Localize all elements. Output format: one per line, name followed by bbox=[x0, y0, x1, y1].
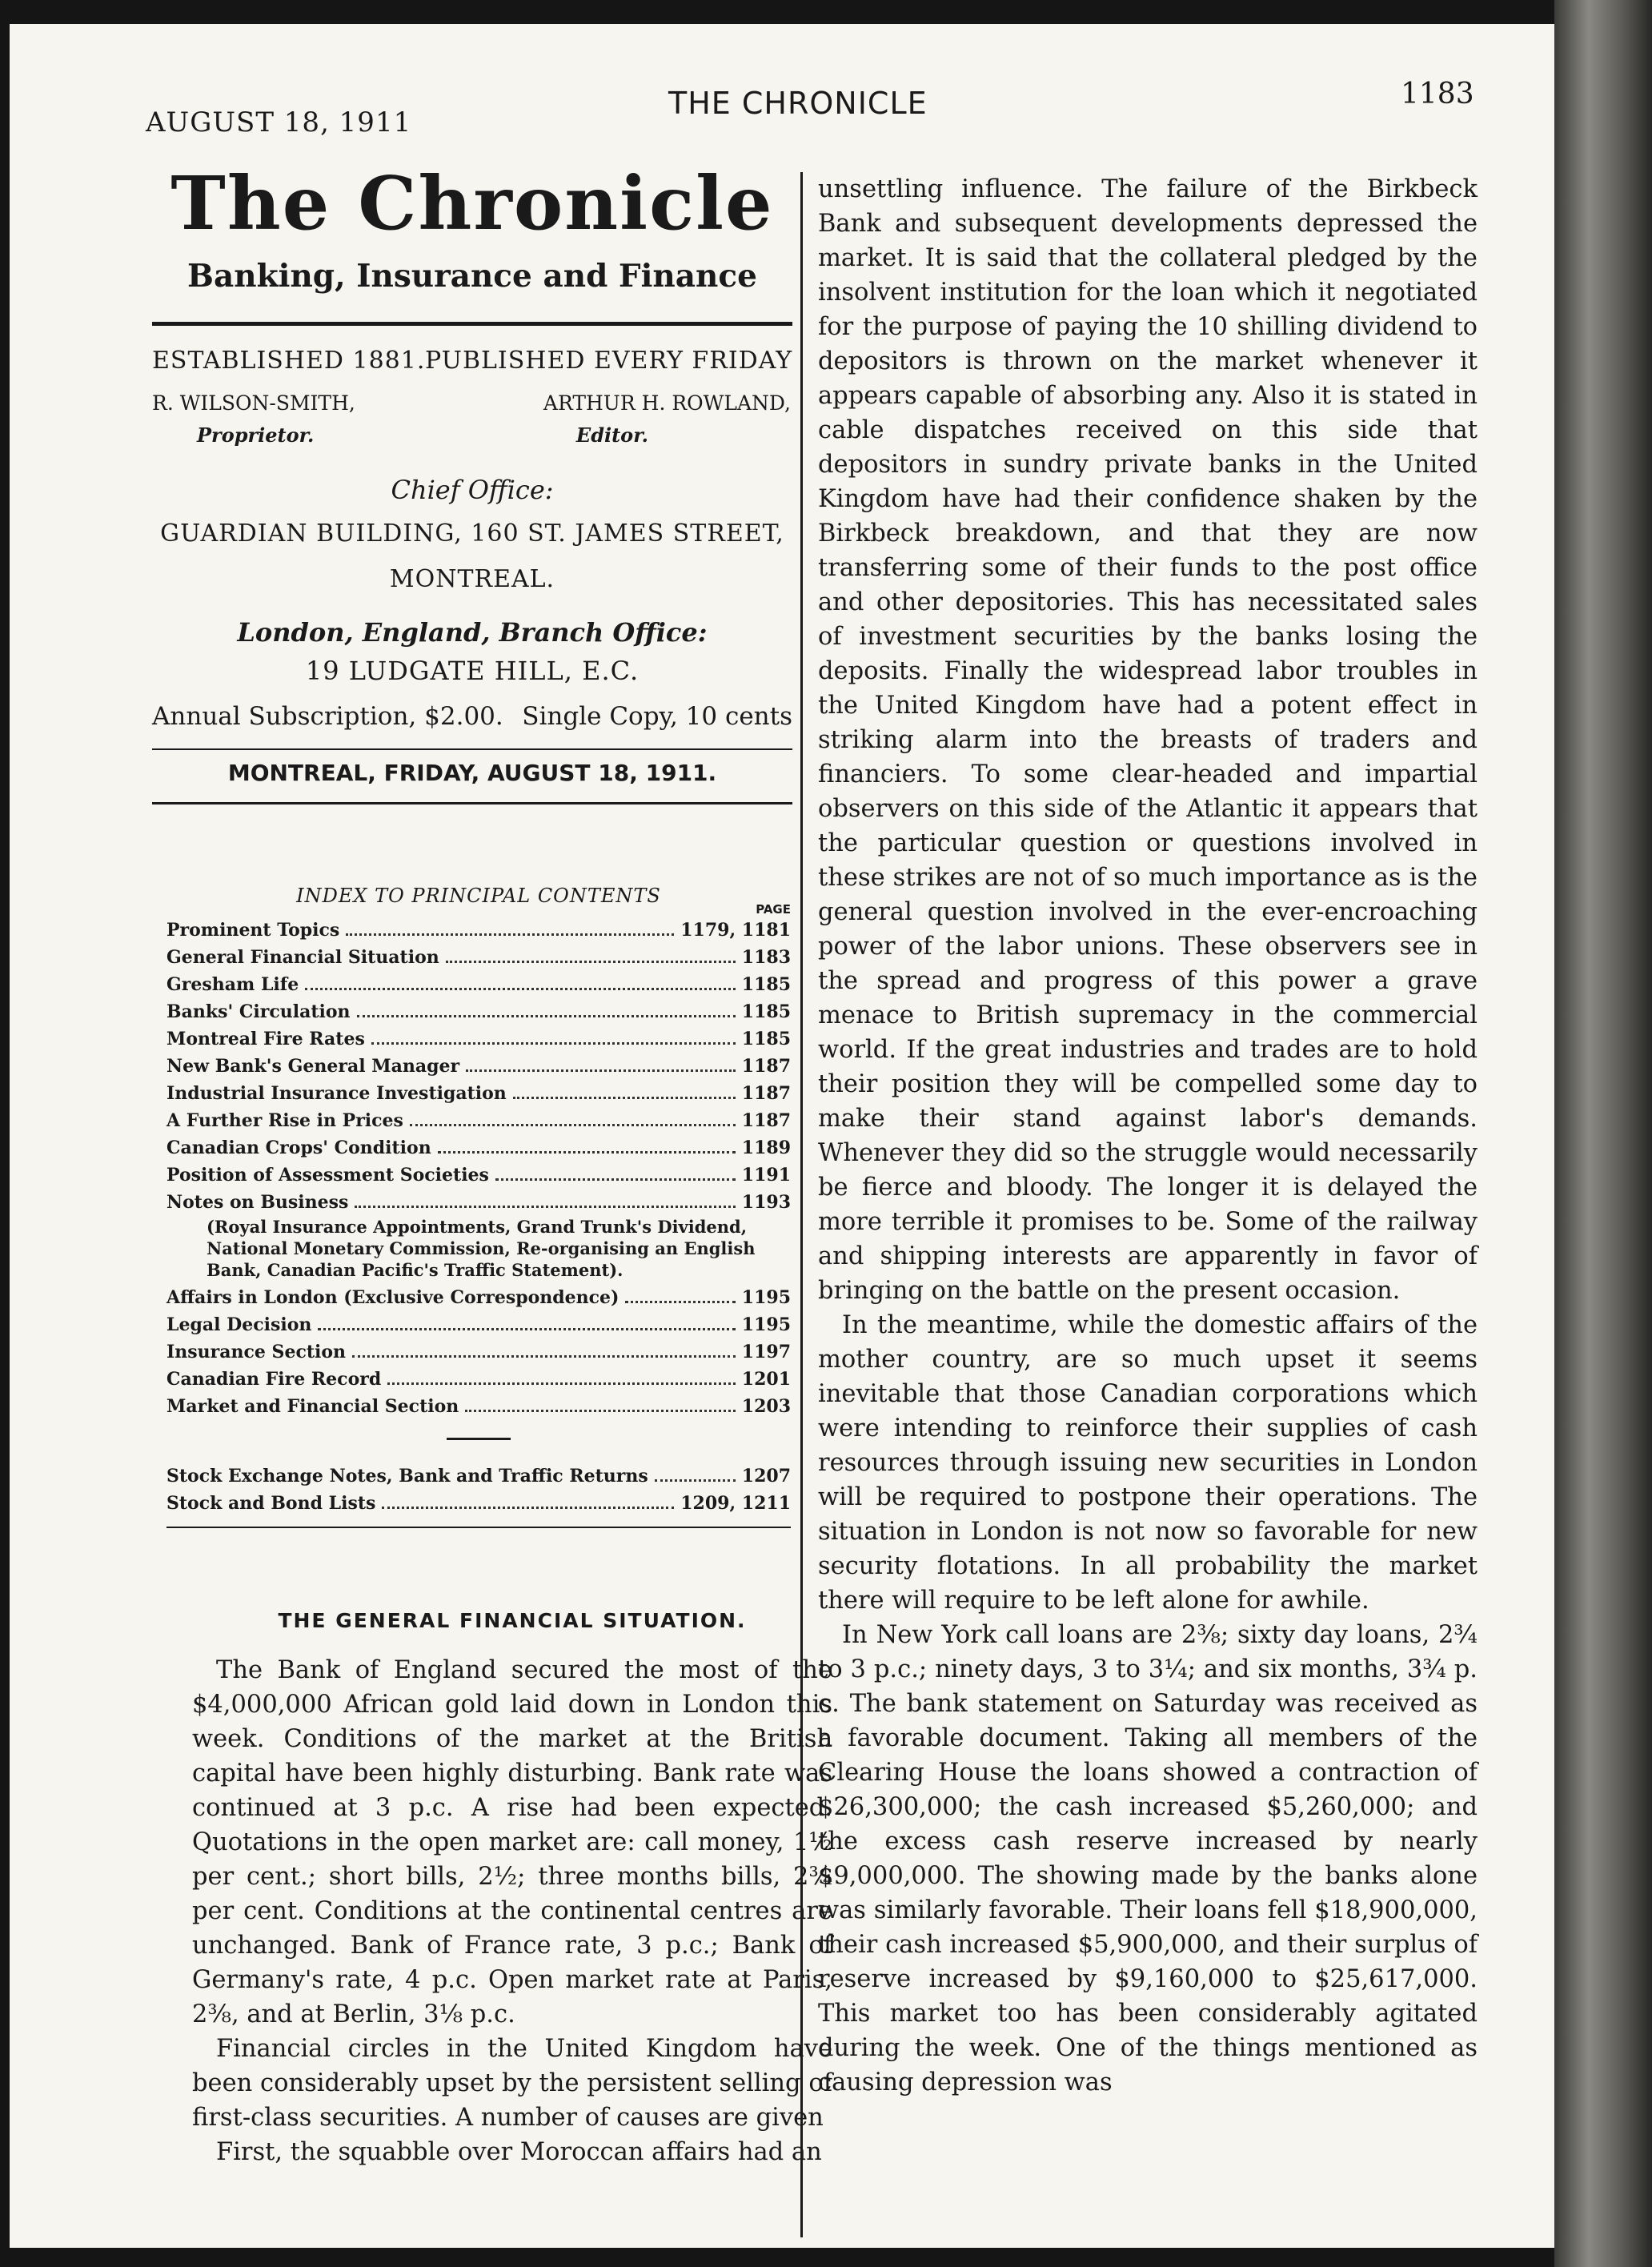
article-body-left bbox=[192, 1653, 832, 2169]
established-text: ESTABLISHED 1881. bbox=[152, 347, 426, 375]
article-body-right bbox=[818, 172, 1478, 2100]
branch-office-label: London, England, Branch Office: bbox=[237, 617, 708, 648]
publication-info-row bbox=[152, 347, 792, 391]
index-item: Canadian Fire Record 1201 bbox=[166, 1369, 791, 1390]
index-item: Position of Assessment Societies 1191 bbox=[166, 1165, 791, 1186]
article-paragraph: unsettling influence. The failure of the Birkbeck Bank and subsequent developments depressed the market. It is said that the collateral pledged by the insolvent institution for the loan which it negotiated for the purpose of paying the 10 shilling dividend to depositors is thrown on the market whenever it appears capable of absorbing any. Also it is stated in cable dispatches received on this side that depositors in sundry private banks in the United Kingdom have had their confidence shaken by the Birkbeck breakdown, and that they are now transferring some of their funds to the post office and other depositories. This has necessitated sales of investment securities by the banks losing the deposits. Finally the widespread labor troubles in the United Kingdom have had a potent effect in striking alarm into the breasts of traders and financiers. To some clear-headed and impartial observers on this side of the Atlantic it appears that the particular question or questions involved in these strikes are not of so much importance as is the general question involved in the ever-encroaching power of the labor unions. These observers see in the spread and progress of this power a grave menace to British supremacy in the commercial world. If the great industries and trades are to hold their position they will be compelled some day to make their stand against labor's demands. Whenever they did so the struggle would necessarily be fierce and bloody. The longer it is delayed the more terrible it promises to be. Some of the railway and shipping interests are apparently in favor of bringing on the battle on the present occasion. bbox=[818, 175, 1478, 1305]
index-item: Montreal Fire Rates 1185 bbox=[166, 1029, 791, 1049]
index-bottom-rule bbox=[166, 1527, 791, 1528]
index-notes-detail: (Royal Insurance Appointments, Grand Trunk's Dividend, National Monetary Commission, Re-organising an English Bank, Canadian Pacific's Traffic Statement). bbox=[206, 1217, 756, 1280]
index-item: General Financial Situation 1183 bbox=[166, 947, 791, 968]
published-text: PUBLISHED EVERY FRIDAY bbox=[425, 347, 792, 375]
dateline-rule-bottom bbox=[152, 802, 792, 804]
proprietor-role: Proprietor. bbox=[197, 423, 315, 447]
article-paragraph: Financial circles in the United Kingdom have been considerably upset by the persistent selling of first-class securities. A number of causes are given bbox=[192, 2035, 832, 2132]
branch-office-address: 19 LUDGATE HILL, E.C. bbox=[305, 656, 640, 686]
index-of-contents bbox=[166, 885, 791, 1528]
article-paragraph: First, the squabble over Moroccan affairs had an bbox=[216, 2138, 822, 2166]
article-right-column bbox=[818, 172, 1478, 2100]
single-copy-text: Single Copy, 10 cents bbox=[522, 702, 792, 731]
article-paragraph: In the meantime, while the domestic affairs of the mother country, are so much upset it seems inevitable that those Canadian corporations which were intending to reinforce their supplies of cash resources through issuing new securities in London will be required to postpone their operations. The situation in London is not now so favorable for new security flotations. In all probability the market there will require to be left alone for awhile. bbox=[818, 1311, 1478, 1615]
index-page-label: PAGE bbox=[756, 902, 791, 917]
editor-name: ARTHUR H. ROWLAND, bbox=[543, 391, 791, 415]
subscription-row bbox=[152, 702, 792, 744]
header-page-number: 1183 bbox=[1401, 78, 1474, 110]
staff-roles-row bbox=[152, 423, 792, 471]
editor-role: Editor. bbox=[575, 423, 648, 447]
proprietor-name: R. WILSON-SMITH, bbox=[152, 391, 355, 415]
header-date: AUGUST 18, 1911 bbox=[146, 106, 412, 138]
subscription-text: Annual Subscription, $2.00. bbox=[152, 702, 503, 731]
index-heading: INDEX TO PRINCIPAL CONTENTS bbox=[296, 885, 661, 907]
index-item: Stock Exchange Notes, Bank and Traffic Returns 1207 bbox=[166, 1466, 791, 1487]
index-item: Affairs in London (Exclusive Correspondence) 1195 bbox=[166, 1287, 791, 1308]
header-title: THE CHRONICLE bbox=[668, 86, 928, 121]
chief-office-label: Chief Office: bbox=[391, 475, 554, 505]
index-item: Prominent Topics 1179, 1181 bbox=[166, 920, 791, 941]
column-divider bbox=[800, 172, 803, 2237]
masthead-rule bbox=[152, 322, 792, 326]
index-item: Banks' Circulation 1185 bbox=[166, 1001, 791, 1022]
index-item: Legal Decision 1195 bbox=[166, 1314, 791, 1335]
chief-office-address: GUARDIAN BUILDING, 160 ST. JAMES STREET, bbox=[160, 520, 784, 548]
article-left-column bbox=[192, 1609, 832, 2169]
staff-names-row bbox=[152, 391, 792, 423]
index-item: Industrial Insurance Investigation 1187 bbox=[166, 1083, 791, 1104]
dateline: MONTREAL, FRIDAY, AUGUST 18, 1911. bbox=[227, 760, 717, 786]
index-separator bbox=[447, 1438, 511, 1440]
index-item: New Bank's General Manager 1187 bbox=[166, 1056, 791, 1077]
running-header bbox=[136, 68, 1474, 138]
masthead-title: The Chronicle bbox=[170, 160, 774, 247]
index-item: Insurance Section 1197 bbox=[166, 1342, 791, 1362]
masthead bbox=[152, 160, 792, 804]
article-paragraph: The Bank of England secured the most of the $4,000,000 African gold laid down in London this week. Conditions of the market at the British capital have been highly disturbing. Bank rate was continued at 3 p.c. A rise had been expected. Quotations in the open market are: call money, 1½ per cent.; short bills, 2½; three months bills, 2¾ per cent. Conditions at the continental centres are unchanged. Bank of France rate, 3 p.c.; Bank of Germany's rate, 4 p.c. Open market rate at Paris, 2⅜, and at Berlin, 3⅛ p.c. bbox=[192, 1656, 832, 2028]
index-item: A Further Rise in Prices 1187 bbox=[166, 1110, 791, 1131]
book-binding bbox=[1554, 0, 1652, 2267]
index-item: Canadian Crops' Condition 1189 bbox=[166, 1138, 791, 1158]
article-title: THE GENERAL FINANCIAL SITUATION. bbox=[278, 1609, 747, 1632]
index-item: Market and Financial Section 1203 bbox=[166, 1396, 791, 1417]
article-paragraph: In New York call loans are 2⅜; sixty day loans, 2¾ to 3 p.c.; ninety days, 3 to 3¼; and six months, 3¾ p. c. The bank statement on Saturday was received as a favorable document. Taking all members of the Clearing House the loans showed a contraction of $26,300,000; the cash increased $5,260,000; and the excess cash reserve increased by nearly $9,000,000. The showing made by the banks alone was similarly favorable. Their loans fell $18,900,000, their cash increased $5,900,000, and their surplus of reserve increased by $9,160,000 to $25,617,000. This market too has been considerably agitated during the week. One of the things mentioned as causing depression was bbox=[818, 1621, 1478, 2096]
index-item: Gresham Life 1185 bbox=[166, 974, 791, 995]
masthead-subtitle: Banking, Insurance and Finance bbox=[187, 258, 757, 295]
dateline-rule-top bbox=[152, 748, 792, 750]
index-item: Stock and Bond Lists 1209, 1211 bbox=[166, 1493, 791, 1514]
chief-office-city: MONTREAL. bbox=[389, 565, 555, 593]
index-item: Notes on Business 1193 bbox=[166, 1192, 791, 1213]
